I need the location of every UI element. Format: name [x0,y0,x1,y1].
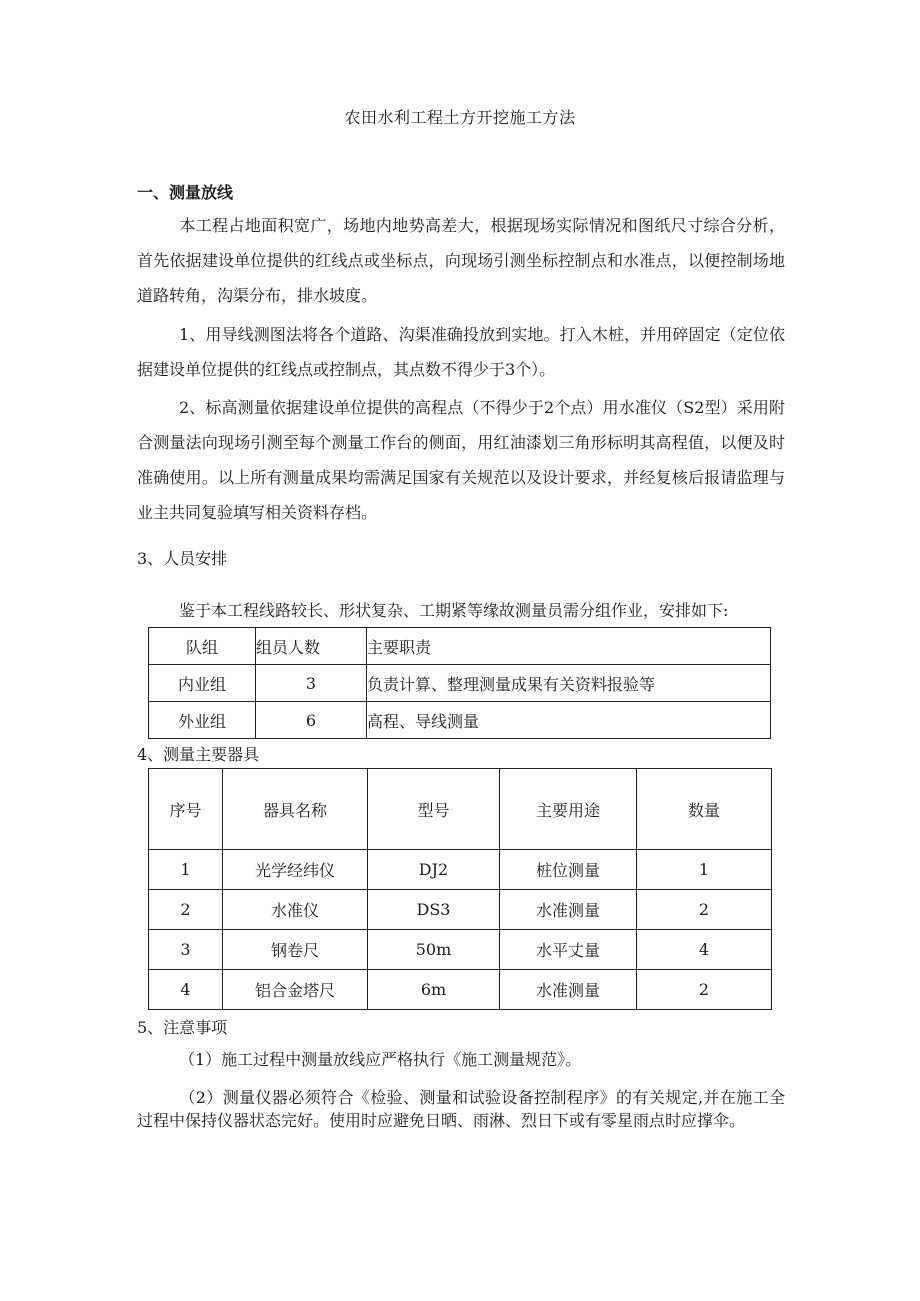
table-header-cell: 队组 [149,628,256,665]
table-header-cell: 器具名称 [223,769,368,850]
table-row [149,890,772,930]
table-cell: 水准仪 [223,890,368,930]
table-header-row [149,769,772,850]
paragraph-elevation: 2、标高测量依据建设单位提供的高程点（不得少于2个点）用水准仪（S2型）采用附合测量法向现场引测至每个测量工作台的侧面，用红油漆划三角形标明其高程值，以便及时准确使用。以上所有测量成果均需满足国家有关规范以及设计要求，并经复核后报请监理与业主共同复验填写相关资料存档。 [137,398,785,522]
table-row [149,702,771,739]
table-row [149,970,772,1010]
table-cell: 高程、导线测量 [367,702,771,739]
table-header-cell: 型号 [368,769,500,850]
paragraph-traverse: 1、用导线测图法将各个道路、沟渠准确投放到实地。打入木桩，并用碎固定（定位依据建设单位提供的红线点或控制点，其点数不得少于3个）。 [137,325,785,379]
table-cell: 外业组 [149,702,256,739]
table-cell: 2 [637,890,772,930]
table-cell: 铝合金塔尺 [223,970,368,1010]
table-cell: 6m [368,970,500,1010]
staffing-table [148,627,771,739]
table-cell: 桩位测量 [500,850,637,890]
section-heading-instruments: 4、测量主要器具 [137,745,260,764]
table-header-cell: 组员人数 [256,628,367,665]
note-item-1: （1）施工过程中测量放线应严格执行《施工测量规范》。 [179,1050,582,1069]
section-heading-survey: 一、测量放线 [137,183,234,202]
table-cell: 4 [637,930,772,970]
table-cell: 3 [149,930,223,970]
table-cell: 6 [256,702,367,739]
table-cell: 3 [256,665,367,702]
section-heading-notes: 5、注意事项 [137,1018,228,1037]
section-heading-staffing: 3、人员安排 [137,549,228,568]
table-cell: 2 [637,970,772,1010]
table-cell: 1 [637,850,772,890]
table-cell: 水平丈量 [500,930,637,970]
table-cell: 钢卷尺 [223,930,368,970]
table-cell: 4 [149,970,223,1010]
table-row [149,665,771,702]
table-header-row [149,628,771,665]
table-cell: 光学经纬仪 [223,850,368,890]
table-cell: 水准测量 [500,970,637,1010]
table-row [149,850,772,890]
note-item-2: （2）测量仪器必须符合《检验、测量和试验设备控制程序》的有关规定,并在施工全过程中保持仪器状态完好。使用时应避免日晒、雨淋、烈日下或有零星雨点时应撑伞。 [137,1088,785,1130]
instruments-table [148,768,772,1010]
table-cell: 水准测量 [500,890,637,930]
table-row [149,930,772,970]
table-cell: 50m [368,930,500,970]
staffing-intro: 鉴于本工程线路较长、形状复杂、工期紧等缘故测量员需分组作业，安排如下: [179,601,729,620]
table-header-cell: 数量 [637,769,772,850]
paragraph-overview: 本工程占地面积宽广，场地内地势高差大，根据现场实际情况和图纸尺寸综合分析，首先依据建设单位提供的红线点或坐标点，向现场引测坐标控制点和水准点，以便控制场地道路转角，沟渠分布，排水坡度。 [137,216,785,305]
table-cell: 内业组 [149,665,256,702]
table-header-cell: 主要职责 [367,628,771,665]
table-cell: 1 [149,850,223,890]
document-title: 农田水利工程土方开挖施工方法 [344,108,576,127]
table-cell: DS3 [368,890,500,930]
table-cell: 2 [149,890,223,930]
table-cell: 负责计算、整理测量成果有关资料报验等 [367,665,771,702]
table-header-cell: 主要用途 [500,769,637,850]
table-header-cell: 序号 [149,769,223,850]
table-cell: DJ2 [368,850,500,890]
